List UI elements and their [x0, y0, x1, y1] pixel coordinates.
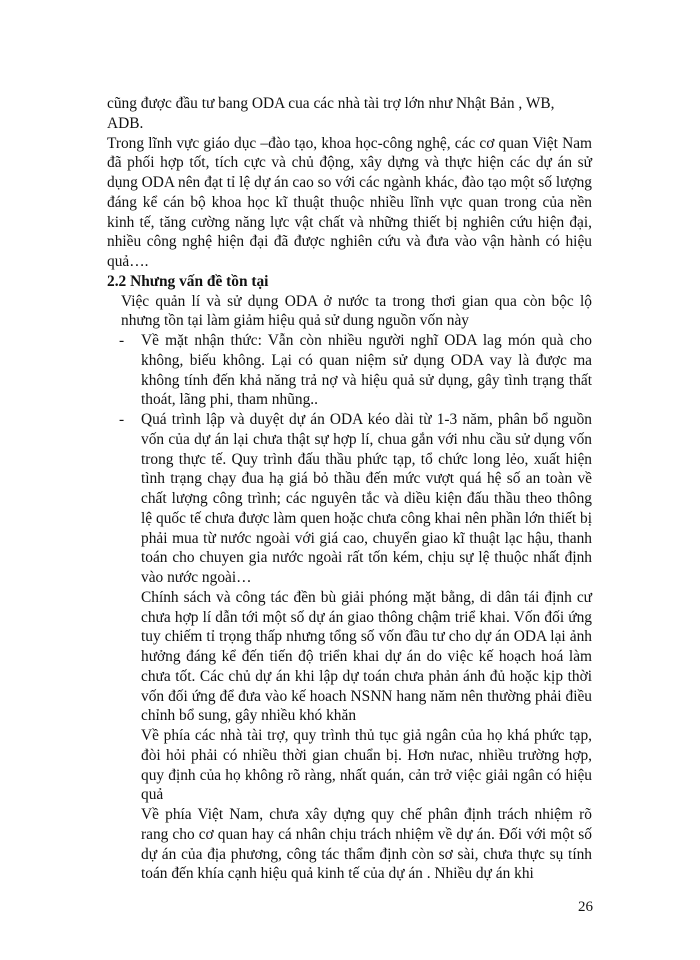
list-item — [107, 410, 592, 588]
vietnam-paragraph: Về phía Việt Nam, chưa xây dựng quy chế phân định trách nhiệm rõ rang cho cơ quan hay cá nhân chịu trách nhiệm về dự án. Đối với một số dự án của địa phương, công tác thẩm định còn sơ sài, chưa thực sụ tính toán đến khía cạnh hiệu quả kinh tế của dự án . Nhiều dự án khi — [141, 806, 592, 883]
list-item — [107, 331, 592, 410]
list-item-text: Về mặt nhận thức: Vẫn còn nhiều người nghĩ ODA lag món quà cho không, biếu không. Lại có quan niệm sử dụng ODA vay là được ma không tính đến khả năng trả nợ và hiệu quả sử dụng, gây tình trạng thất thoát, lãng phi, tham nhũng.. — [141, 332, 592, 409]
intro-continuation-paragraph: cũng được đầu tư bang ODA cua các nhà tài trợ lớn như Nhật Bản , WB, ADB. — [107, 95, 555, 132]
page-body — [107, 94, 592, 884]
list-item-text: Quá trình lập và duyệt dự án ODA kéo dài từ 1-3 năm, phân bổ nguồn vốn của dự án lại chưa thật sự hợp lí, chua gắn với nhu cầu sử dụng vốn trong thực tế. Quy trình đấu thầu phức tạp, tổ chức long lẻo, xuất hiện tình trạng chạy đua hạ giá bỏ thầu đến mức vượt quá hệ số an toàn về chất lượng công trình; các nguyên tắc và diều kiện đấu thầu theo thông lệ quốc tế chưa được làm quen hoặc chưa công khai nên phần lớn thiết bị phải mua từ nước ngoài với giá cao, chuyển giao kĩ thuật lạc hậu, thanh toán cho chuyen gia nước ngoài rất tốn kém, chịu sự lệ thuộc nhất định vào nước ngoài… — [141, 411, 592, 586]
compensation-paragraph: Chính sách và công tác đền bù giải phóng mặt bằng, di dân tái định cư chưa hợp lí dẫn tới một số dự án giao thông chậm triể khai. Vốn đối ứng tuy chiếm tỉ trọng thấp nhưng tổng số vốn đầu tư cho dự án ODA lại ảnh hưởng đáng kể đến tiến độ triển khai dự án do việc kế hoạch hoá làm chưa tốt. Các chủ dự án khi lập dự toán chưa phản ánh đủ hoặc kịp thời vốn đối ứng để đưa vào kế hoach NSNN hang năm nên thường phải điều chỉnh bổ sung, gây nhiều khó khăn — [141, 588, 592, 725]
section-intro-paragraph: Việc quản lí và sử dụng ODA ở nước ta trong thơi gian qua còn bộc lộ nhưng tồn tại làm giảm hiệu quả sử dung nguồn vốn này — [121, 292, 592, 330]
donor-paragraph: Về phía các nhà tài trợ, quy trình thủ tục giả ngân của họ khá phức tạp, đòi hỏi phải có nhiều thời gian chuẩn bị. Hơn nưac, nhiều trường hợp, quy định của họ không rõ ràng, nhất quán, cản trở việc giải ngân có hiệu quả — [141, 727, 592, 804]
education-paragraph: Trong lĩnh vực giáo dục –đào tạo, khoa học-công nghệ, các cơ quan Việt Nam đã phối hợp tốt, tích cực và chủ động, xây dựng và thực hiện các dự án sử dụng ODA nên đạt tỉ lệ dự án cao so với các ngành khác, đào tạo một số lượng đáng kể cán bộ khoa học kĩ thuật thuộc nhiều lĩnh vực quan trong của nền kinh tế, tăng cường năng lực vật chất và những thiết bị nghiên cứu hiện đại, nhiều công nghệ hiện đại đã được nghiên cứu và đưa vào vận hành có hiệu quả…. — [107, 134, 592, 270]
page-number: 26 — [578, 899, 593, 915]
list-dash: - — [119, 411, 125, 428]
list-dash: - — [119, 332, 125, 349]
issues-list — [107, 331, 592, 588]
section-heading: 2.2 Nhưng vấn đề tồn tại — [107, 272, 269, 290]
